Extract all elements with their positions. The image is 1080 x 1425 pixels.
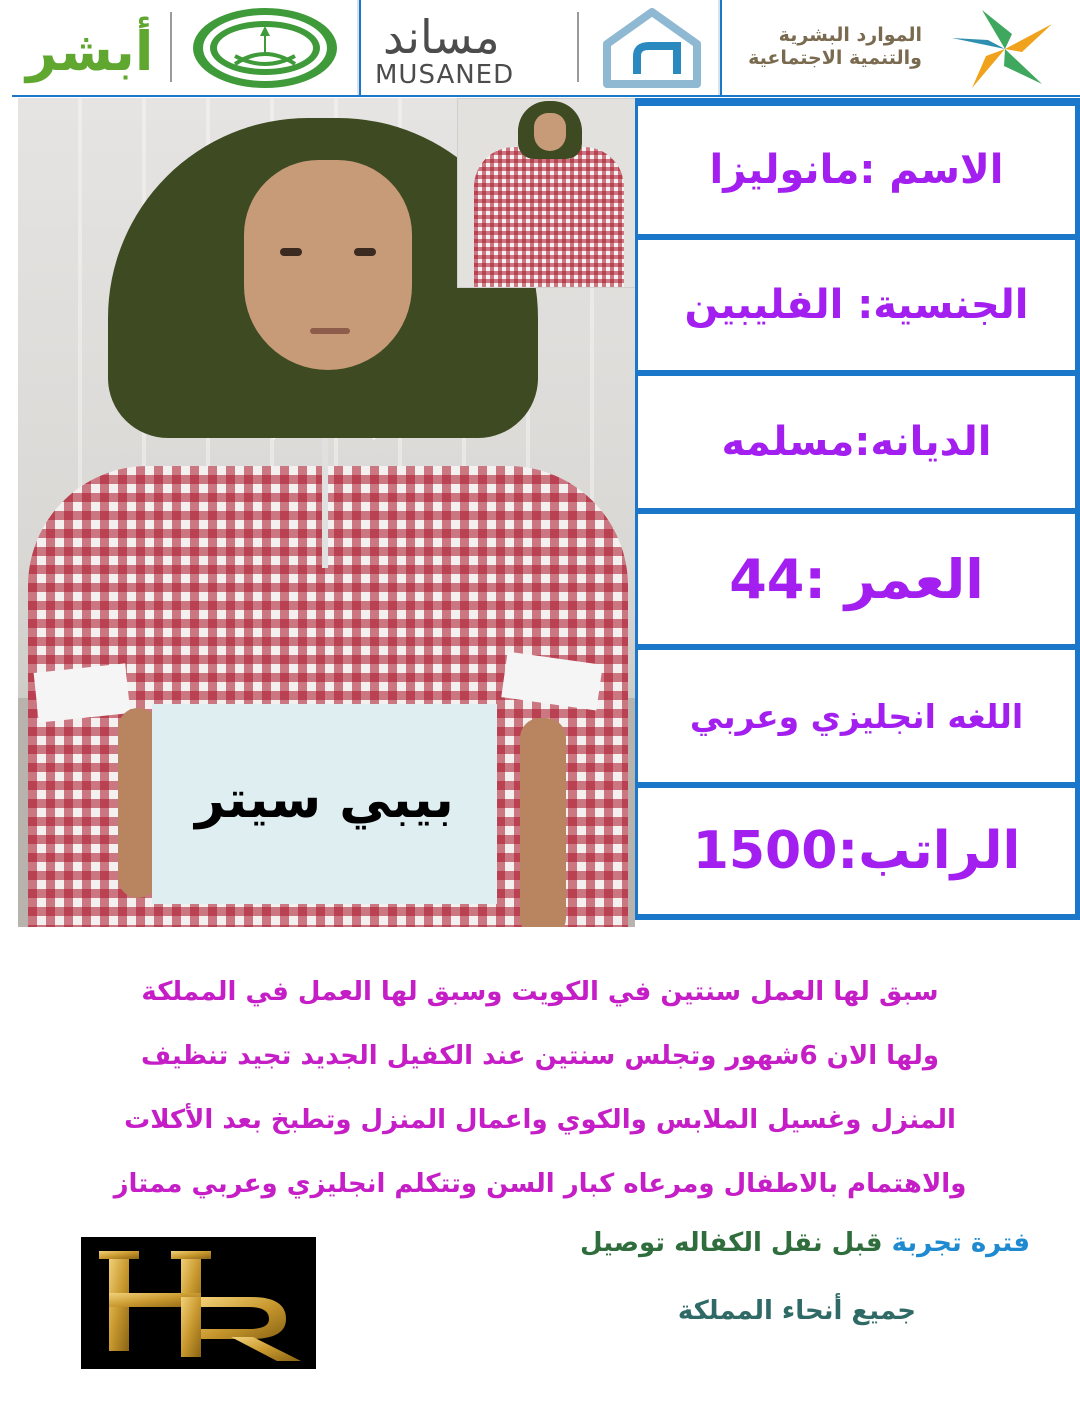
trial-period-label: فترة تجربة [891,1228,1030,1258]
transfer-delivery-label: قبل نقل الكفاله توصيل [580,1228,883,1258]
musaned-logo-arabic: مساند [383,10,500,64]
absher-logo-box [12,0,359,95]
hrsd-star-icon [942,4,1068,94]
musaned-logo-english: MUSANED [375,60,515,90]
role-badge-text: بيبي سيتر [195,770,454,830]
name-field: الاسم :مانوليزا [638,106,1075,234]
coverage-text: جميع أنحاء المملكة [677,1296,916,1326]
eye-right [354,248,376,256]
worker-thumbnail-photo [457,98,639,288]
hr-logo [81,1237,316,1369]
language-field: اللغه انجليزي وعربي [638,650,1075,782]
experience-description [30,960,1050,1216]
info-panel [635,98,1080,920]
thumbnail-face [534,113,566,151]
description-line: والاهتمام بالاطفال ومرعاه كبار السن وتتكلم انجليزي وعربي ممتاز [113,1169,967,1199]
mouth [310,328,350,334]
saudi-emblem-icon [190,6,340,90]
trial-period-text [400,1228,1030,1258]
logo-bar [12,0,1080,97]
logo-divider [170,12,172,82]
arm-right [520,718,566,927]
description-line: ولها الان 6شهور وتجلس سنتين عند الكفيل الجديد تجيد تنظيف [140,1041,940,1071]
hrsd-logo-box [722,0,1080,95]
musaned-house-icon [597,4,707,90]
hr-monogram-icon [81,1237,316,1369]
salary-field: الراتب:1500 [638,788,1075,914]
description-line: المنزل وغسيل الملابس والكوي واعمال المنزل وتطبخ بعد الأكلات [124,1105,956,1135]
age-field: العمر :44 [638,514,1075,644]
face [244,160,412,370]
logo-divider [577,12,579,82]
eye-left [280,248,302,256]
thumbnail-uniform [474,147,624,287]
hrsd-logo-text: الموارد البشرية والتنمية الاجتماعية [748,24,922,69]
religion-field: الديانه:مسلمه [638,376,1075,508]
description-line: سبق لها العمل سنتين في الكويت وسبق لها العمل في المملكة [141,977,939,1007]
absher-logo: أبشر [26,20,154,83]
role-badge [152,704,497,904]
nationality-field: الجنسية: الفليبين [638,240,1075,370]
sleeve-cuff-left [34,663,131,722]
musaned-logo-box [361,0,720,95]
